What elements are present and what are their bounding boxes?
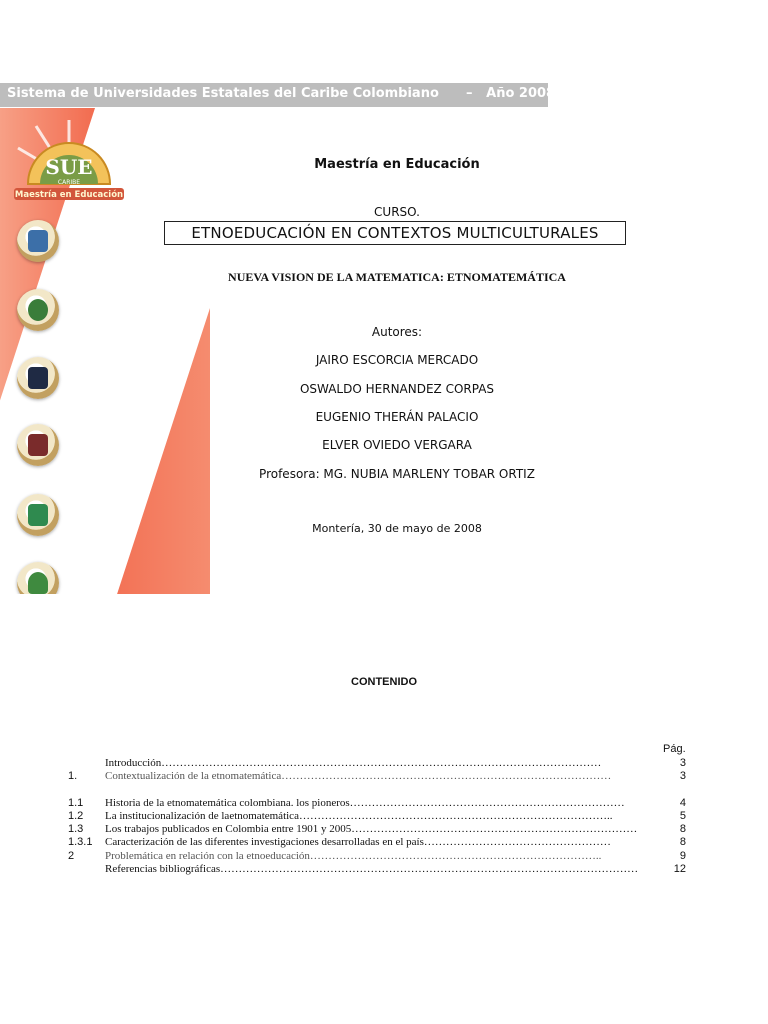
course-label: CURSO. bbox=[374, 205, 420, 219]
toc-entry-title: Historia de la etnomatemática colombiana. los pioneros………………………………………………………………… bbox=[105, 797, 625, 809]
toc-entry-page: 8 bbox=[679, 823, 686, 835]
toc-page-header: Pág. bbox=[663, 743, 686, 755]
toc-entry-page: 9 bbox=[679, 850, 686, 862]
toc-heading: CONTENIDO bbox=[351, 676, 417, 688]
author-name: ELVER OVIEDO VERGARA bbox=[322, 438, 472, 452]
toc-entry[interactable] bbox=[0, 770, 768, 783]
toc-entry-title: Contextualización de la etnomatemática……………………………………………………………………………… bbox=[105, 770, 612, 782]
crest-icon bbox=[28, 434, 48, 456]
toc-entry[interactable] bbox=[0, 797, 768, 810]
toc-entry-title: La institucionalización de laetnomatemática………………………………………………………………………….. bbox=[105, 810, 613, 822]
emblem-icon bbox=[28, 572, 48, 594]
university-seal-2 bbox=[17, 289, 59, 331]
logo-subtitle: CARIBE bbox=[57, 179, 81, 186]
author-name: JAIRO ESCORCIA MERCADO bbox=[315, 353, 479, 367]
toc-entry-title: Problemática en relación con la etnoeducación…………………………………………………………………….. bbox=[105, 850, 602, 862]
toc-entry-title: Caracterización de las diferentes investigaciones desarrolladas en el país…………………………………………… bbox=[105, 836, 611, 848]
logo-program-text: Maestría en Educación bbox=[14, 190, 124, 200]
toc-entry[interactable] bbox=[0, 757, 768, 770]
toc-entry-title: Referencias bibliográficas…………………………………………………………………………………………………… bbox=[105, 863, 639, 875]
course-title: ETNOEDUCACIÓN EN CONTEXTOS MULTICULTURALES bbox=[191, 224, 599, 242]
toc-entry-number: 1.3 bbox=[68, 823, 84, 835]
professor-name: Profesora: MG. NUBIA MARLENY TOBAR ORTIZ bbox=[259, 467, 535, 481]
toc-entry-page: 5 bbox=[679, 810, 686, 822]
author-name: OSWALDO HERNANDEZ CORPAS bbox=[299, 382, 495, 396]
toc-entry-number: 1.3.1 bbox=[68, 836, 93, 848]
university-seal-1 bbox=[17, 220, 59, 262]
university-seal-3 bbox=[17, 357, 59, 399]
crest-icon bbox=[28, 367, 48, 389]
place-and-date: Montería, 30 de mayo de 2008 bbox=[312, 522, 482, 535]
toc-entry[interactable] bbox=[0, 863, 768, 876]
toc-entry-page: 3 bbox=[679, 770, 686, 782]
toc-entry[interactable] bbox=[0, 850, 768, 863]
toc-entry[interactable] bbox=[0, 823, 768, 836]
banner-text: Sistema de Universidades Estatales del Caribe Colombiano – Año 2008 bbox=[7, 86, 556, 101]
toc-entry-number: 2 bbox=[68, 850, 75, 862]
emblem-icon bbox=[28, 299, 48, 321]
toc-entry-number: 1. bbox=[68, 770, 78, 782]
toc-entry-page: 8 bbox=[679, 836, 686, 848]
decorative-side-strip bbox=[0, 108, 210, 594]
shield-icon bbox=[28, 504, 48, 526]
toc-entry-title: Introducción………………………………………………………………………………………………………… bbox=[105, 757, 602, 769]
sue-caribe-logo bbox=[14, 118, 124, 228]
logo-initials: SUE bbox=[45, 155, 93, 179]
toc-entry-page: 3 bbox=[679, 757, 686, 769]
toc-entry[interactable] bbox=[0, 810, 768, 823]
authors-label: Autores: bbox=[371, 325, 423, 339]
program-title: Maestría en Educación bbox=[314, 157, 480, 172]
toc-entry-page: 4 bbox=[679, 797, 686, 809]
toc-entry-number: 1.2 bbox=[68, 810, 84, 822]
toc-entry-title: Los trabajos publicados en Colombia entre 1901 y 2005…………………………………………………………………… bbox=[105, 823, 638, 835]
document-subtitle: NUEVA VISION DE LA MATEMATICA: ETNOMATEMÁTICA bbox=[228, 270, 566, 284]
toc-entry-number: 1.1 bbox=[68, 797, 84, 809]
shield-icon bbox=[28, 230, 48, 252]
header-banner bbox=[0, 83, 556, 107]
author-name: EUGENIO THERÁN PALACIO bbox=[315, 410, 479, 424]
course-title-box bbox=[164, 221, 626, 245]
university-seal-5 bbox=[17, 494, 59, 536]
toc-entry-page: 12 bbox=[673, 863, 686, 875]
university-seal-4 bbox=[17, 424, 59, 466]
toc-entry[interactable] bbox=[0, 836, 768, 849]
